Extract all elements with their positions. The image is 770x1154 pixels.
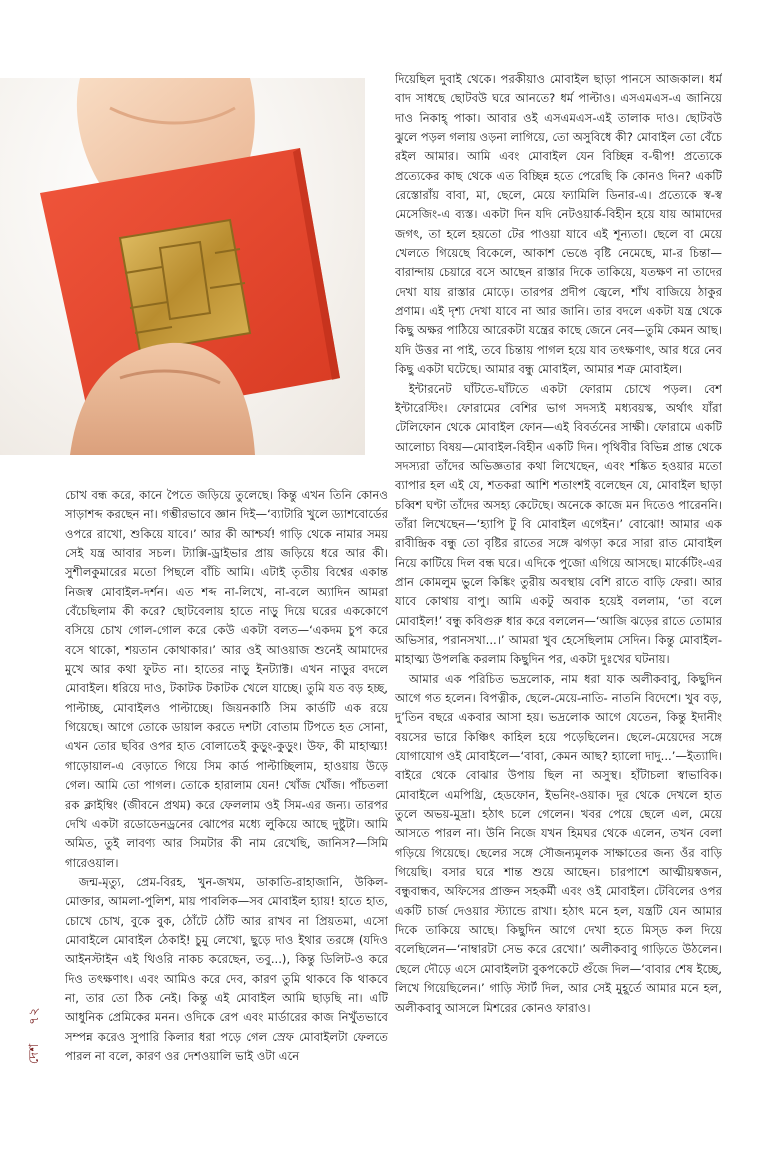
paragraph: ইন্টারনেট ঘাঁটতে-ঘাঁটতে একটা ফোরাম চোখে পড়ল। বেশ ইন্টারেস্টিং। ফোরামের বেশির ভাগ সদস্যই মধ্যবয়স্ক, অর্থাৎ যাঁরা টেলিফোন থেকে মোবাইল ফোন—এই বিবর্তনের সাক্ষী। ফোরামে একটি আলোচ্য বিষয়—মোবাইল-বিহীন একটি দিন। পৃথিবীর বিভিন্ন প্রান্ত থেকে সদস্যরা তাঁদের অভিজ্ঞতার কথা লিখেছেন, এবং শঙ্কিত হওয়ার মতো ব্যাপার হল এই যে, শতকরা আশি শতাংশই বলেছেন যে, মোবাইল ছাড়া চব্বিশ ঘণ্টা তাঁদের অসহ্য কেটেছে। অনেকে কাজে মন দিতেও পারেননি। তাঁরা লিখেছেন—‘হ্যাপি টু বি মোবাইল এগেইন।’ বোঝো! আমার এক রাবীন্দ্রিক বন্ধু তো বৃষ্টির রাতের সঙ্গে ঝগড়া করে সারা রাত মোবাইল নিয়ে কাটিয়ে দিল বন্ধ ঘরে। এদিকে পুজো এগিয়ে আসছে। মার্কেটিং-এর প্রান কোমলুম ভুলে কিঙ্কিং তুরীয় অবস্থায় বেশি রাতে বাড়ি ফেরা। আর যাবে কোথায় বাপু। আমি একটু অবাক হয়েই বললাম, ‘তা বলে মোবাইল!’ বন্ধু কবিগুরু ধার করে বললেন—‘আজি ঝড়ের রাতে তোমার অভিসার, পরানসখা...।’ আমরা খুব হেসেছিলাম সেদিন। কিন্তু মোবাইল-মাহাত্ম্য উপলব্ধি করলাম কিছুদিন পর, একটা দুঃখের ঘটনায়। [395,381,722,667]
sim-card-photo [0,78,365,455]
page-number: ৭২ [27,1006,43,1025]
paragraph: দিয়েছিল দুবাই থেকে। পরকীয়াও মোবাইল ছাড়া পানসে আজকাল। ধর্ম বাদ সাধছে ছোটবউ ঘরে আনতে? ধর্ম পাল্টাও। এসএমএস-এ জানিয়ে দাও নিকাহ্ পাকা। আবার ওই এসএমএস-এই তালাক দাও। ছোটবউ ঝুলে পড়ল গলায় ওড়না লাগিয়ে, তো অসুবিধে কী? মোবাইল তো বেঁচে রইল আমার। আমি এবং মোবাইল যেন বিচ্ছিন্ন ব-দ্বীপ! প্রত্যেকে প্রত্যেকের কাছ থেকে এত বিচ্ছিন্ন হতে পেরেছি কি কোনও দিন? একটি রেস্তোরাঁয় বাবা, মা, ছেলে, মেয়ে ফ্যামিলি ডিনার-এ। প্রত্যেকে স্ব-স্ব মেসেজিং-এ ব্যস্ত। একটা দিন যদি নেটওয়ার্ক-বিহীন হয়ে যায় আমাদের জগৎ, তা হলে হয়তো টের পাওয়া যাবে এই শূন্যতা। ছেলে বা মেয়ে খেলতে গিয়েছে বিকেলে, আকাশ ভেঙে বৃষ্টি নেমেছে, মা-র চিন্তা—বারান্দায় চেয়ারে বসে আছেন রাস্তার দিকে তাকিয়ে, যতক্ষণ না তাদের দেখা যায় রাস্তার মোড়ে। তারপর প্রদীপ জ্বেলে, শাঁখ বাজিয়ে ঠাকুর প্রণাম। এই দৃশ্য দেখা যাবে না আর জানি। তার বদলে একটা যন্ত্র থেকে কিছু অক্ষর পাঠিয়ে আরেকটা যন্ত্রের কাছে জেনে নেব—তুমি কেমন আছ। যদি উত্তর না পাই, তবে চিন্তায় পাগল হয়ে যাব তৎক্ষণাৎ, আর ধরে নেব কিছু একটা ঘটেছে। আমার বন্ধু মোবাইল, আমার শত্রু মোবাইল। [395,72,722,377]
paragraph: চোখ বন্ধ করে, কানে পৈতে জড়িয়ে তুলেছে। কিন্তু এখন তিনি কোনও সাড়াশব্দ করছেন না। গম্ভীরভাবে জ্ঞান দিই—‘ব্যাটারি খুলে ড্যাশবোর্ডের ওপরে রাখো, শুকিয়ে যাবে।’ আর কী আশ্চর্য! গাড়ি থেকে নামার সময় সেই যন্ত্র আবার সচল। ট্যাক্সি-ড্রাইভার প্রায় জড়িয়ে ধরে আর কী। সুশীলকুমারের মতো পিছলে বাঁচি আমি। এটাই তৃতীয় বিশ্বের একান্ত নিজস্ব মোবাইল-দর্শন। এত শব্দ না-লিখে, না-বলে অ্যাদিন আমরা বেঁচেছিলাম কী করে? ছোটবেলায় হাতে নাড়ু দিয়ে ঘরের এককোণে বসিয়ে চোখ গোল-গোল করে কেউ একটা বলত—‘একদম চুপ করে বসে থাকো, শয়তান কোথাকার।’ আর ওই আওয়াজ শুনেই আমাদের মুখে আর কথা ফুটত না। হাতের নাড়ু ইনট্যাক্ট। এখন নাড়ুর বদলে মোবাইল। ধরিয়ে দাও, টকাটক টকাটক খেলে যাচ্ছে। তুমি যত বড় হচ্ছ, পাল্টাচ্ছ, মোবাইলও পাল্টাচ্ছে। জিয়নকাঠি সিম কার্ডটি এক রয়ে গিয়েছে। আগে তোকে ডায়াল করতে দশটা বোতাম টিপতে হত সোনা, এখন তোর ছবির ওপর হাত বোলাতেই কুড়ুং-কুড়ুং। উফ, কী মাহাত্ম্য! গাড়োয়াল-এ বেড়াতে গিয়ে সিম কার্ড পাল্টাচ্ছিলাম, হাওয়ায় উড়ে গেল। আমি তো পাগল। তোকে হারালাম যেন! খোঁজ খোঁজ। পাঁচতলা রক ক্লাইম্বিং (জীবনে প্রথম) করে ফেললাম ওই সিম-এর জন্য। তারপর দেখি একটা রডোডেনড্রনের ঝোপের মধ্যে লুকিয়ে আছে দুষ্টুটা। আমি অমিত, তুই লাবণ্য আর সিমটার কী নাম রেখেছি, জানিস?—সিমি গারেওয়াল। [65,488,388,870]
paragraph: জন্ম-মৃত্যু, প্রেম-বিরহ, খুন-জখম, ডাকাতি-রাহাজানি, উকিল-মোক্তার, আমলা-পুলিশ, মায় পাবলিক—সব মোবাইল হ্যায়! হাতে হাত, চোখে চোখ, বুকে বুক, ঠোঁটে ঠোঁট আর রাখব না প্রিয়তমা, এসো মোবাইলে মোবাইল ঠেকাই! চুমু লেখো, ছুড়ে দাও ইথার তরঙ্গে (যদিও আইনস্টাইন এই থিওরি নাকচ করেছেন, তবু...), কিন্তু ডিলিট-ও করে দিও তৎক্ষণাৎ। এবং আমিও করে দেব, কারণ তুমি থাকবে কি থাকবে না, তার তো ঠিক নেই। কিন্তু এই মোবাইল আমি ছাড়ছি না। এটি আধুনিক প্রেমিকের মনন। ওদিকে রেপ এবং মার্ডারের কাজ নিখুঁতভাবে সম্পন্ন করেও সুপারি কিলার ধরা পড়ে গেল স্রেফ মোবাইলটা ফেলতে পারল না বলে, কারণ ওর দেশওয়ালি ভাই ওটা এনে [65,874,388,1063]
right-text-column [395,70,722,1080]
magazine-name: দেশ [27,1042,43,1064]
page-footer [16,995,56,1075]
hand-holding-sim-illustration [0,78,365,455]
left-text-column [65,486,388,1096]
paragraph: আমার এক পরিচিত ভদ্রলোক, নাম ধরা যাক অলীকবাবু, কিছুদিন আগে গত হলেন। বিপত্নীক, ছেলে-মেয়ে-নাতি- নাতনি বিদেশে। খুব বড়, দু’তিন বছরে একবার আসা হয়। ভদ্রলোক আগে যেতেন, কিন্তু ইদানীং বয়সের ভারে কিঞ্চিৎ কাহিল হয়ে পড়েছিলেন। ছেলে-মেয়েদের সঙ্গে যোগাযোগ ওই মোবাইলে—‘বাবা, কেমন আছ? হ্যালো দাদু...’—ইত্যাদি। বাইরে থেকে বোঝার উপায় ছিল না অসুস্থ। হাঁটাচলা স্বাভাবিক। মোবাইলে এমপিথ্রি, হেডফোন, ইভনিং-ওয়াক। দূর থেকে দেখলে হাত তুলে অভয়-মুদ্রা। হঠাৎ চলে গেলেন। খবর পেয়ে ছেলে এল, মেয়ে আসতে পারল না। উনি নিজে যখন হিমঘর থেকে এলেন, তখন বেলা গড়িয়ে গিয়েছে। ছেলের সঙ্গে সৌজন্যমূলক সাক্ষাতের জন্য ওঁর বাড়ি গিয়েছি। বসার ঘরে শান্ত শুয়ে আছেন। চারপাশে আত্মীয়স্বজন, বন্ধুবান্ধব, অফিসের প্রাক্তন সহকর্মী এবং ওই মোবাইল। টেবিলের ওপর একটি চার্জ দেওয়ার স্ট্যান্ডে রাখা। হঠাৎ মনে হল, যন্ত্রটি যেন আমার দিকে তাকিয়ে আছে। কিছুদিন আগে দেখা হতে মিস্ড কল দিয়ে বলেছিলেন—‘নাম্বারটা সেভ করে রেখো।’ অলীকবাবু গাড়িতে উঠলেন। ছেলে দৌড়ে এসে মোবাইলটা বুকপকেটে গুঁজে দিল—‘বাবার শেষ ইচ্ছে, লিখে গিয়েছিলেন।’ গাড়ি স্টার্ট দিল, আর সেই মুহূর্তে আমার মনে হল, অলীকবাবু আসলে মিশরের কোনও ফারাও। [395,671,722,1015]
